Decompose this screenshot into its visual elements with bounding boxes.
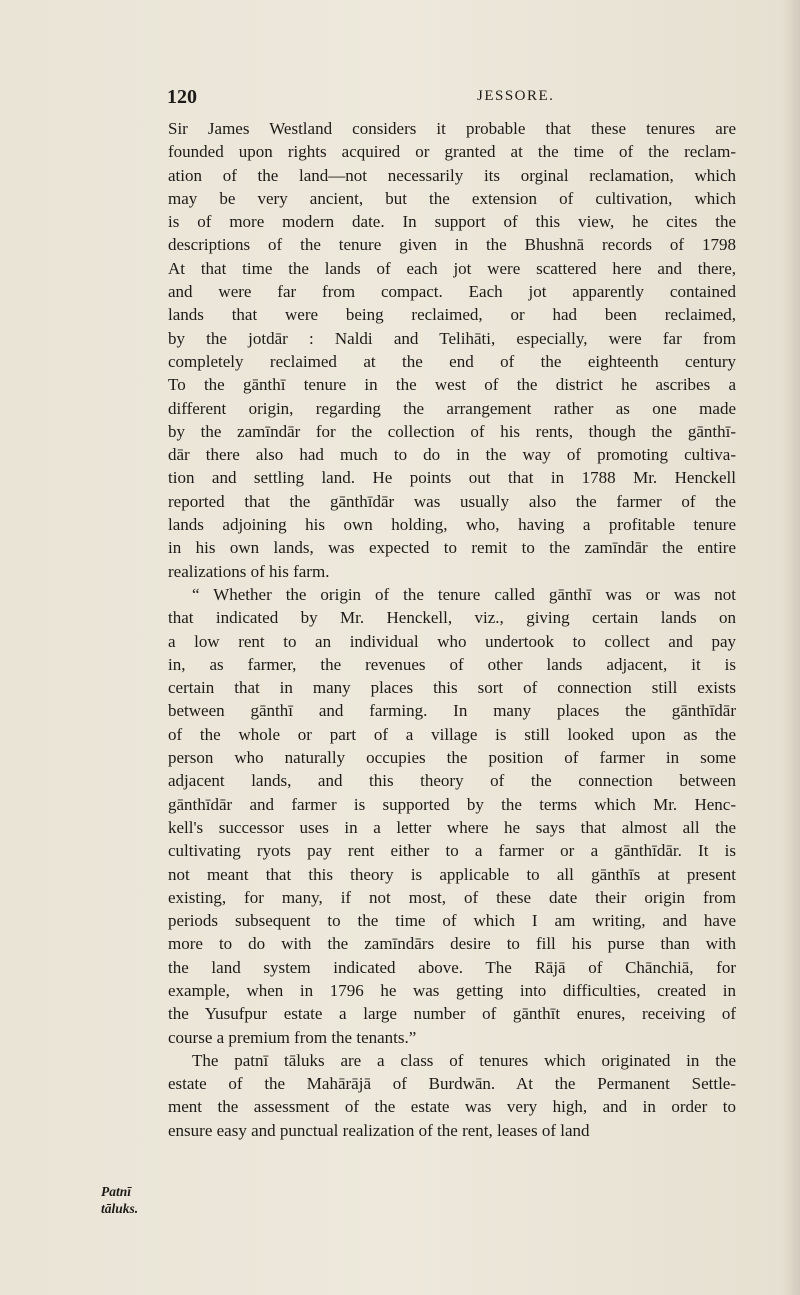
text-line: in, as farmer, the revenues of other lands adjacent, it is	[168, 654, 736, 674]
text-line: periods subsequent to the time of which I am writing, and have	[168, 911, 736, 931]
text-line: more to do with the zamīndārs desire to fill his purse than with	[168, 934, 736, 954]
text-line: tion and settling land. He points out that in 1788 Mr. Henckell	[168, 468, 736, 488]
text-line: is of more modern date. In support of this view, he cites the	[168, 212, 736, 232]
text-line: Sir James Westland considers it probable that these tenures are	[168, 119, 736, 138]
text-line: a low rent to an individual who undertook to collect and pay	[168, 631, 736, 651]
text-line: lands that were being reclaimed, or had been reclaimed,	[168, 305, 736, 325]
text-line: adjacent lands, and this theory of the connection between	[168, 771, 736, 791]
page-number: 120	[167, 86, 197, 108]
text-line: by the zamīndār for the collection of his rents, though the gānthī-	[168, 421, 736, 441]
text-line: realizations of his farm.	[168, 561, 330, 581]
text-line: not meant that this theory is applicable to all gānthīs at present	[168, 864, 736, 884]
text-line: ment the assessment of the estate was very high, and in order to	[168, 1097, 736, 1117]
text-line: completely reclaimed at the end of the eighteenth century	[168, 351, 736, 371]
text-line: course a premium from the tenants.”	[168, 1027, 417, 1047]
text-line: cultivating ryots pay rent either to a farmer or a gānthīdār. It is	[168, 841, 736, 861]
text-line: different origin, regarding the arrangement rather as one made	[168, 398, 736, 418]
text-line: and were far from compact. Each jot apparently contained	[168, 282, 736, 302]
text-line: dār there also had much to do in the way of promoting cultiva-	[168, 445, 736, 465]
text-line: ation of the land—not necessarily its orginal reclamation, which	[168, 165, 736, 185]
text-line: kell's successor uses in a letter where he says that almost all the	[168, 817, 736, 837]
paragraph-westland	[168, 117, 736, 583]
text-line: certain that in many places this sort of connection still exists	[168, 678, 736, 698]
text-line: descriptions of the tenure given in the Bhushnā records of 1798	[168, 235, 736, 255]
body-text	[168, 117, 736, 1142]
text-line: the Yusufpur estate a large number of gānthīt enures, receiving of	[168, 1004, 736, 1024]
page-edge-shadow	[782, 0, 800, 1295]
text-line: lands adjoining his own holding, who, having a profitable tenure	[168, 515, 736, 535]
text-line: estate of the Mahārājā of Burdwān. At the Permanent Settle-	[168, 1074, 736, 1094]
text-line: reported that the gānthīdār was usually also the farmer of the	[168, 491, 736, 511]
text-line: existing, for many, if not most, of these date their origin from	[168, 887, 736, 907]
text-line: that indicated by Mr. Henckell, viz., giving certain lands on	[168, 608, 736, 628]
margin-note-patni-taluks	[101, 1183, 161, 1217]
text-line: ensure easy and punctual realization of the rent, leases of land	[168, 1120, 590, 1140]
text-line: The patnī tāluks are a class of tenures which originated in the	[192, 1050, 736, 1070]
text-line: example, when in 1796 he was getting into difficulties, created in	[168, 980, 736, 1000]
paragraph-quotation	[168, 583, 736, 1049]
text-line: founded upon rights acquired or granted at the time of the reclam-	[168, 142, 736, 162]
text-line: may be very ancient, but the extension of cultivation, which	[168, 188, 736, 208]
text-line: by the jotdār : Naldi and Telihāti, especially, were far from	[168, 328, 736, 348]
margin-note-line: Patnī	[101, 1184, 132, 1199]
text-line: gānthīdār and farmer is supported by the terms which Mr. Henc-	[168, 794, 736, 814]
margin-note-line: tāluks.	[101, 1201, 139, 1216]
page-header	[167, 86, 727, 116]
text-line: “ Whether the origin of the tenure called gānthī was or was not	[192, 584, 736, 604]
text-line: between gānthī and farming. In many places the gānthīdār	[168, 701, 736, 721]
running-head: JESSORE.	[477, 88, 555, 104]
text-line: in his own lands, was expected to remit to the zamīndār the entire	[168, 538, 736, 558]
text-line: person who naturally occupies the position of farmer in some	[168, 748, 736, 768]
text-line: To the gānthī tenure in the west of the district he ascribes a	[168, 375, 736, 395]
text-line: of the whole or part of a village is still looked upon as the	[168, 724, 736, 744]
paragraph-patni-taluks	[168, 1049, 736, 1142]
text-line: At that time the lands of each jot were scattered here and there,	[168, 258, 736, 278]
text-line: the land system indicated above. The Rājā of Chānchiā, for	[168, 957, 736, 977]
